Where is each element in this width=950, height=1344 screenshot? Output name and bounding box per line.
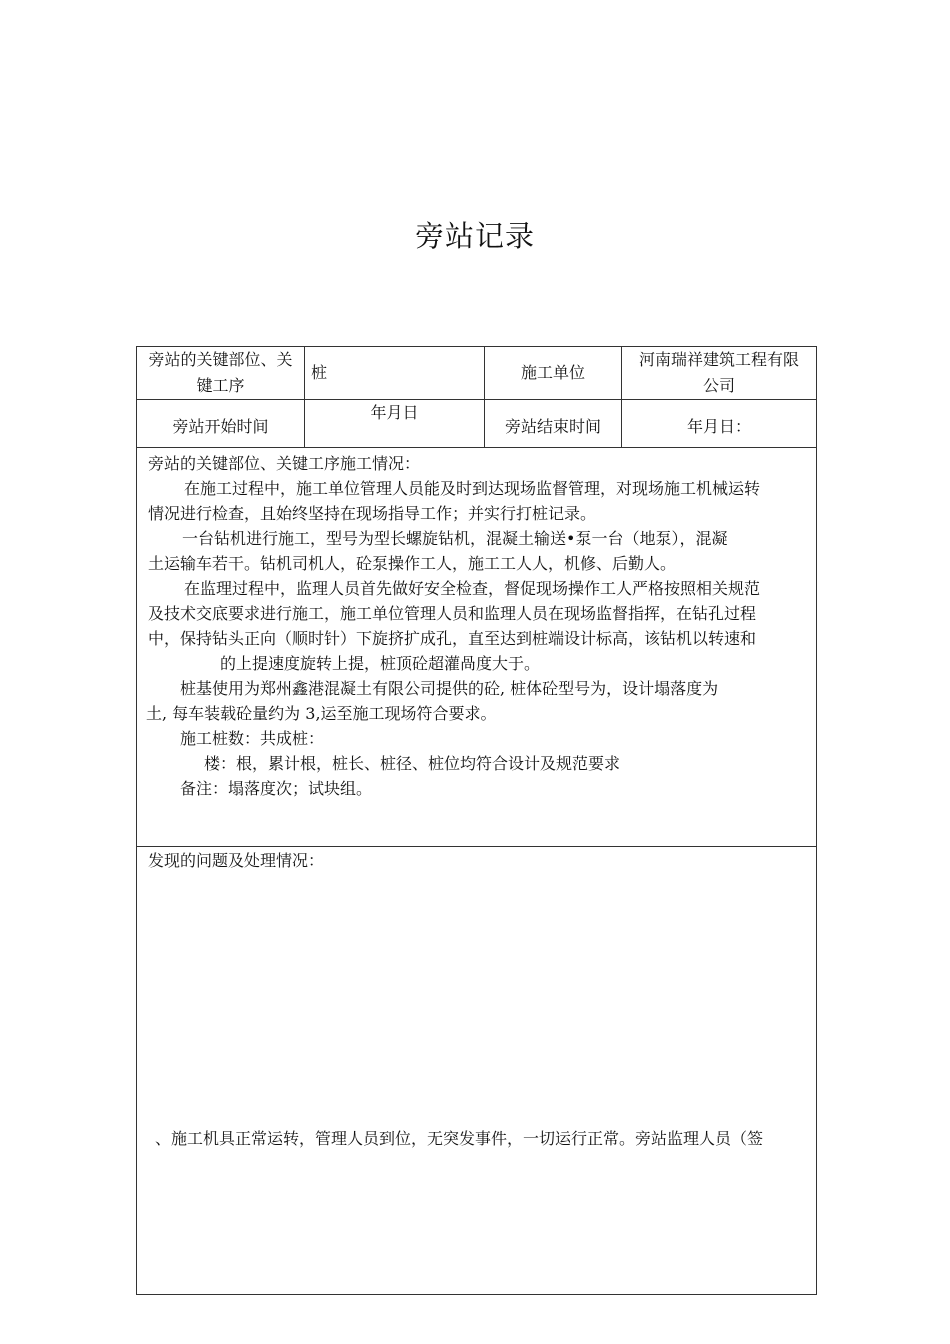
paragraph-line: 中，保持钻头正向（顺时针）下旋挤扩成孔，直至达到桩端设计标高，该钻机以转速和 [148, 629, 757, 648]
key-part-label-line2: 键工序 [196, 376, 245, 395]
row-divider [137, 846, 816, 847]
remarks-line: 备注：塌落度次；试块组。 [180, 779, 373, 798]
page-title: 旁站记录 [414, 219, 535, 253]
building-line: 楼：根，累计根，桩长、桩径、桩位均符合设计及规范要求 [204, 754, 621, 773]
unit-value-line2: 公司 [702, 376, 735, 395]
supervisor-statement [155, 1126, 810, 1151]
paragraph-line: 及技术交底要求进行施工，施工单位管理人员和监理人员在现场监督指挥，在钻孔过程 [148, 604, 757, 623]
start-time-value: 年月日 [370, 403, 419, 422]
key-part-value: 桩 [311, 363, 328, 382]
construction-section [148, 451, 813, 801]
paragraph-line: 在监理过程中，监理人员首先做好安全检查，督促现场操作工人严格按照相关规范 [184, 579, 761, 598]
paragraph-line: 土, 每车装载砼量约为 3,运至施工现场符合要求。 [146, 704, 497, 723]
problems-heading: 发现的问题及处理情况： [148, 851, 325, 870]
paragraph-line: 情况进行检查，且始终坚持在现场指导工作；并实行打桩记录。 [148, 504, 597, 523]
key-part-label [137, 347, 304, 399]
statement-line: 、施工机具正常运转，管理人员到位，无突发事件，一切运行正常。旁站监理人员（签 [155, 1129, 764, 1148]
problems-section [148, 848, 813, 873]
row-divider [137, 447, 816, 448]
end-time-value: 年月日： [686, 416, 751, 436]
paragraph-line: 在施工过程中，施工单位管理人员能及时到达现场监督管理，对现场施工机械运转 [184, 479, 761, 498]
paragraph-line: 一台钻机进行施工，型号为型长螺旋钻机，混凝土输送•泵一台（地泵），混凝 [182, 529, 728, 548]
paragraph-line: 的上提速度旋转上提，桩顶砼超灌咼度大于。 [220, 654, 541, 673]
paragraph-line: 土运输车若干。钻机司机人，砼泵操作工人，施工工人人，机修、后勤人。 [148, 554, 677, 573]
unit-value-line1: 河南瑞祥建筑工程有限 [638, 350, 799, 369]
start-time-label: 旁站开始时间 [172, 416, 269, 436]
paragraph-line: 桩基使用为郑州鑫港混凝土有限公司提供的砼, 桩体砼型号为，设计塌落度为 [180, 679, 719, 698]
construction-unit-label: 施工单位 [520, 363, 585, 382]
key-part-label-line1: 旁站的关键部位、关 [148, 350, 293, 369]
pile-count-line: 施工桩数：共成桩： [180, 729, 325, 748]
construction-unit-value [622, 347, 816, 399]
end-time-label: 旁站结束时间 [504, 416, 601, 436]
construction-heading: 旁站的关键部位、关键工序施工情况： [148, 454, 421, 473]
